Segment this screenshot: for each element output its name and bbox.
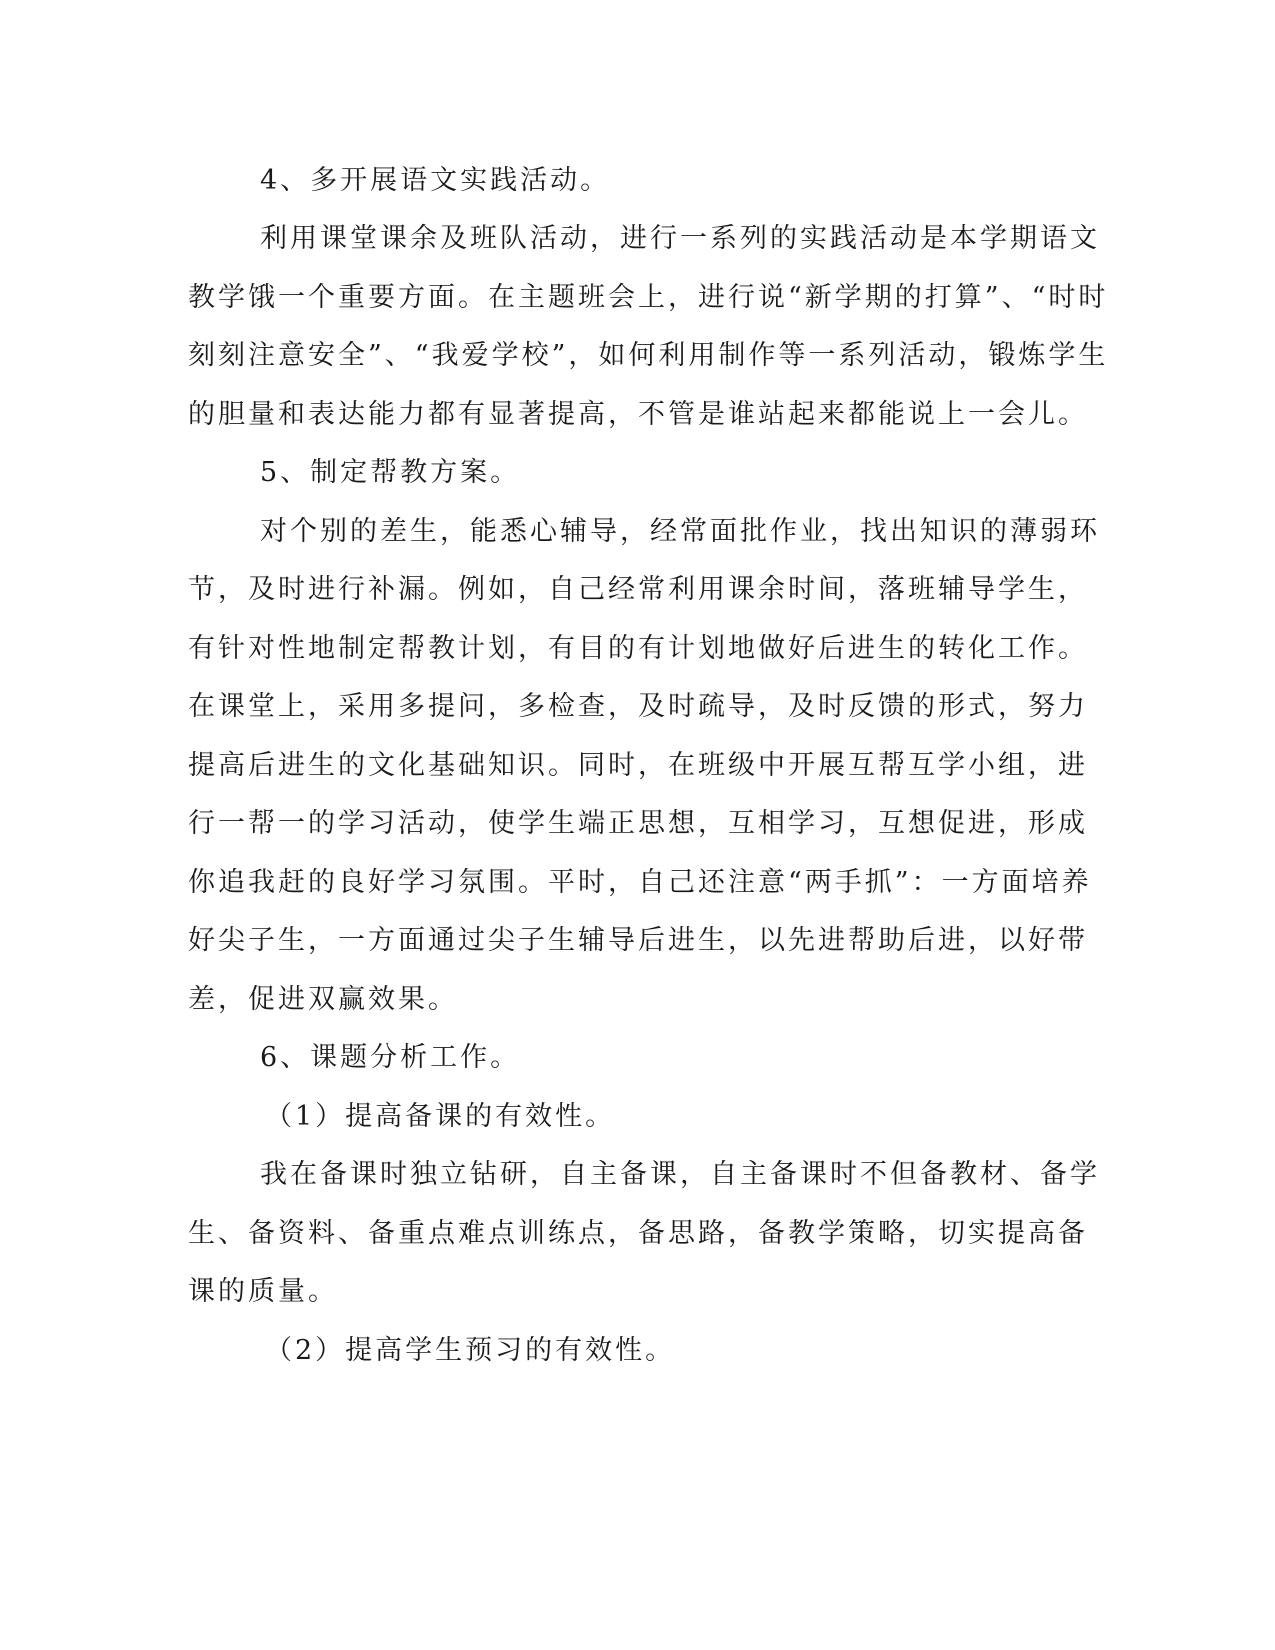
- paragraph-line: 在课堂上，采用多提问，多检查，及时疏导，及时反馈的形式，努力: [188, 691, 1088, 722]
- paragraph-line: 节，及时进行补漏。例如，自己经常利用课余时间，落班辅导学生，: [188, 574, 1088, 605]
- heading-4: 4、多开展语文实践活动。: [260, 165, 611, 196]
- paragraph-line: 你追我赶的良好学习氛围。平时，自己还注意“两手抓”：一方面培养: [188, 867, 1092, 898]
- paragraph-line: 有针对性地制定帮教计划，有目的有计划地做好后进生的转化工作。: [188, 633, 1088, 664]
- paragraph-line: 行一帮一的学习活动，使学生端正思想，互相学习，互想促进，形成: [188, 808, 1088, 839]
- paragraph-line: 的胆量和表达能力都有显著提高，不管是谁站起来都能说上一会儿。: [188, 399, 1088, 430]
- heading-5: 5、制定帮教方案。: [260, 457, 521, 488]
- subheading-2: （2）提高学生预习的有效性。: [265, 1335, 676, 1366]
- paragraph-line: 刻刻注意安全”、“我爱学校”，如何利用制作等一系列活动，锻炼学生: [188, 340, 1109, 371]
- paragraph-line: 利用课堂课余及班队活动，进行一系列的实践活动是本学期语文: [260, 223, 1100, 254]
- paragraph-line: 差，促进双赢效果。: [188, 984, 458, 1015]
- paragraph-line: 生、备资料、备重点难点训练点，备思路，备教学策略，切实提高备: [188, 1218, 1088, 1249]
- paragraph-line: 对个别的差生，能悉心辅导，经常面批作业，找出知识的薄弱环: [260, 516, 1100, 547]
- paragraph-line: 教学饿一个重要方面。在主题班会上，进行说“新学期的打算”、“时时: [188, 282, 1109, 313]
- paragraph-line: 我在备课时独立钻研，自主备课，自主备课时不但备教材、备学: [260, 1159, 1100, 1190]
- paragraph-line: 好尖子生，一方面通过尖子生辅导后进生，以先进帮助后进，以好带: [188, 925, 1088, 956]
- paragraph-line: 提高后进生的文化基础知识。同时，在班级中开展互帮互学小组，进: [188, 750, 1088, 781]
- paragraph-line: 课的质量。: [188, 1276, 338, 1307]
- subheading-1: （1）提高备课的有效性。: [265, 1101, 616, 1132]
- heading-6: 6、课题分析工作。: [260, 1042, 521, 1073]
